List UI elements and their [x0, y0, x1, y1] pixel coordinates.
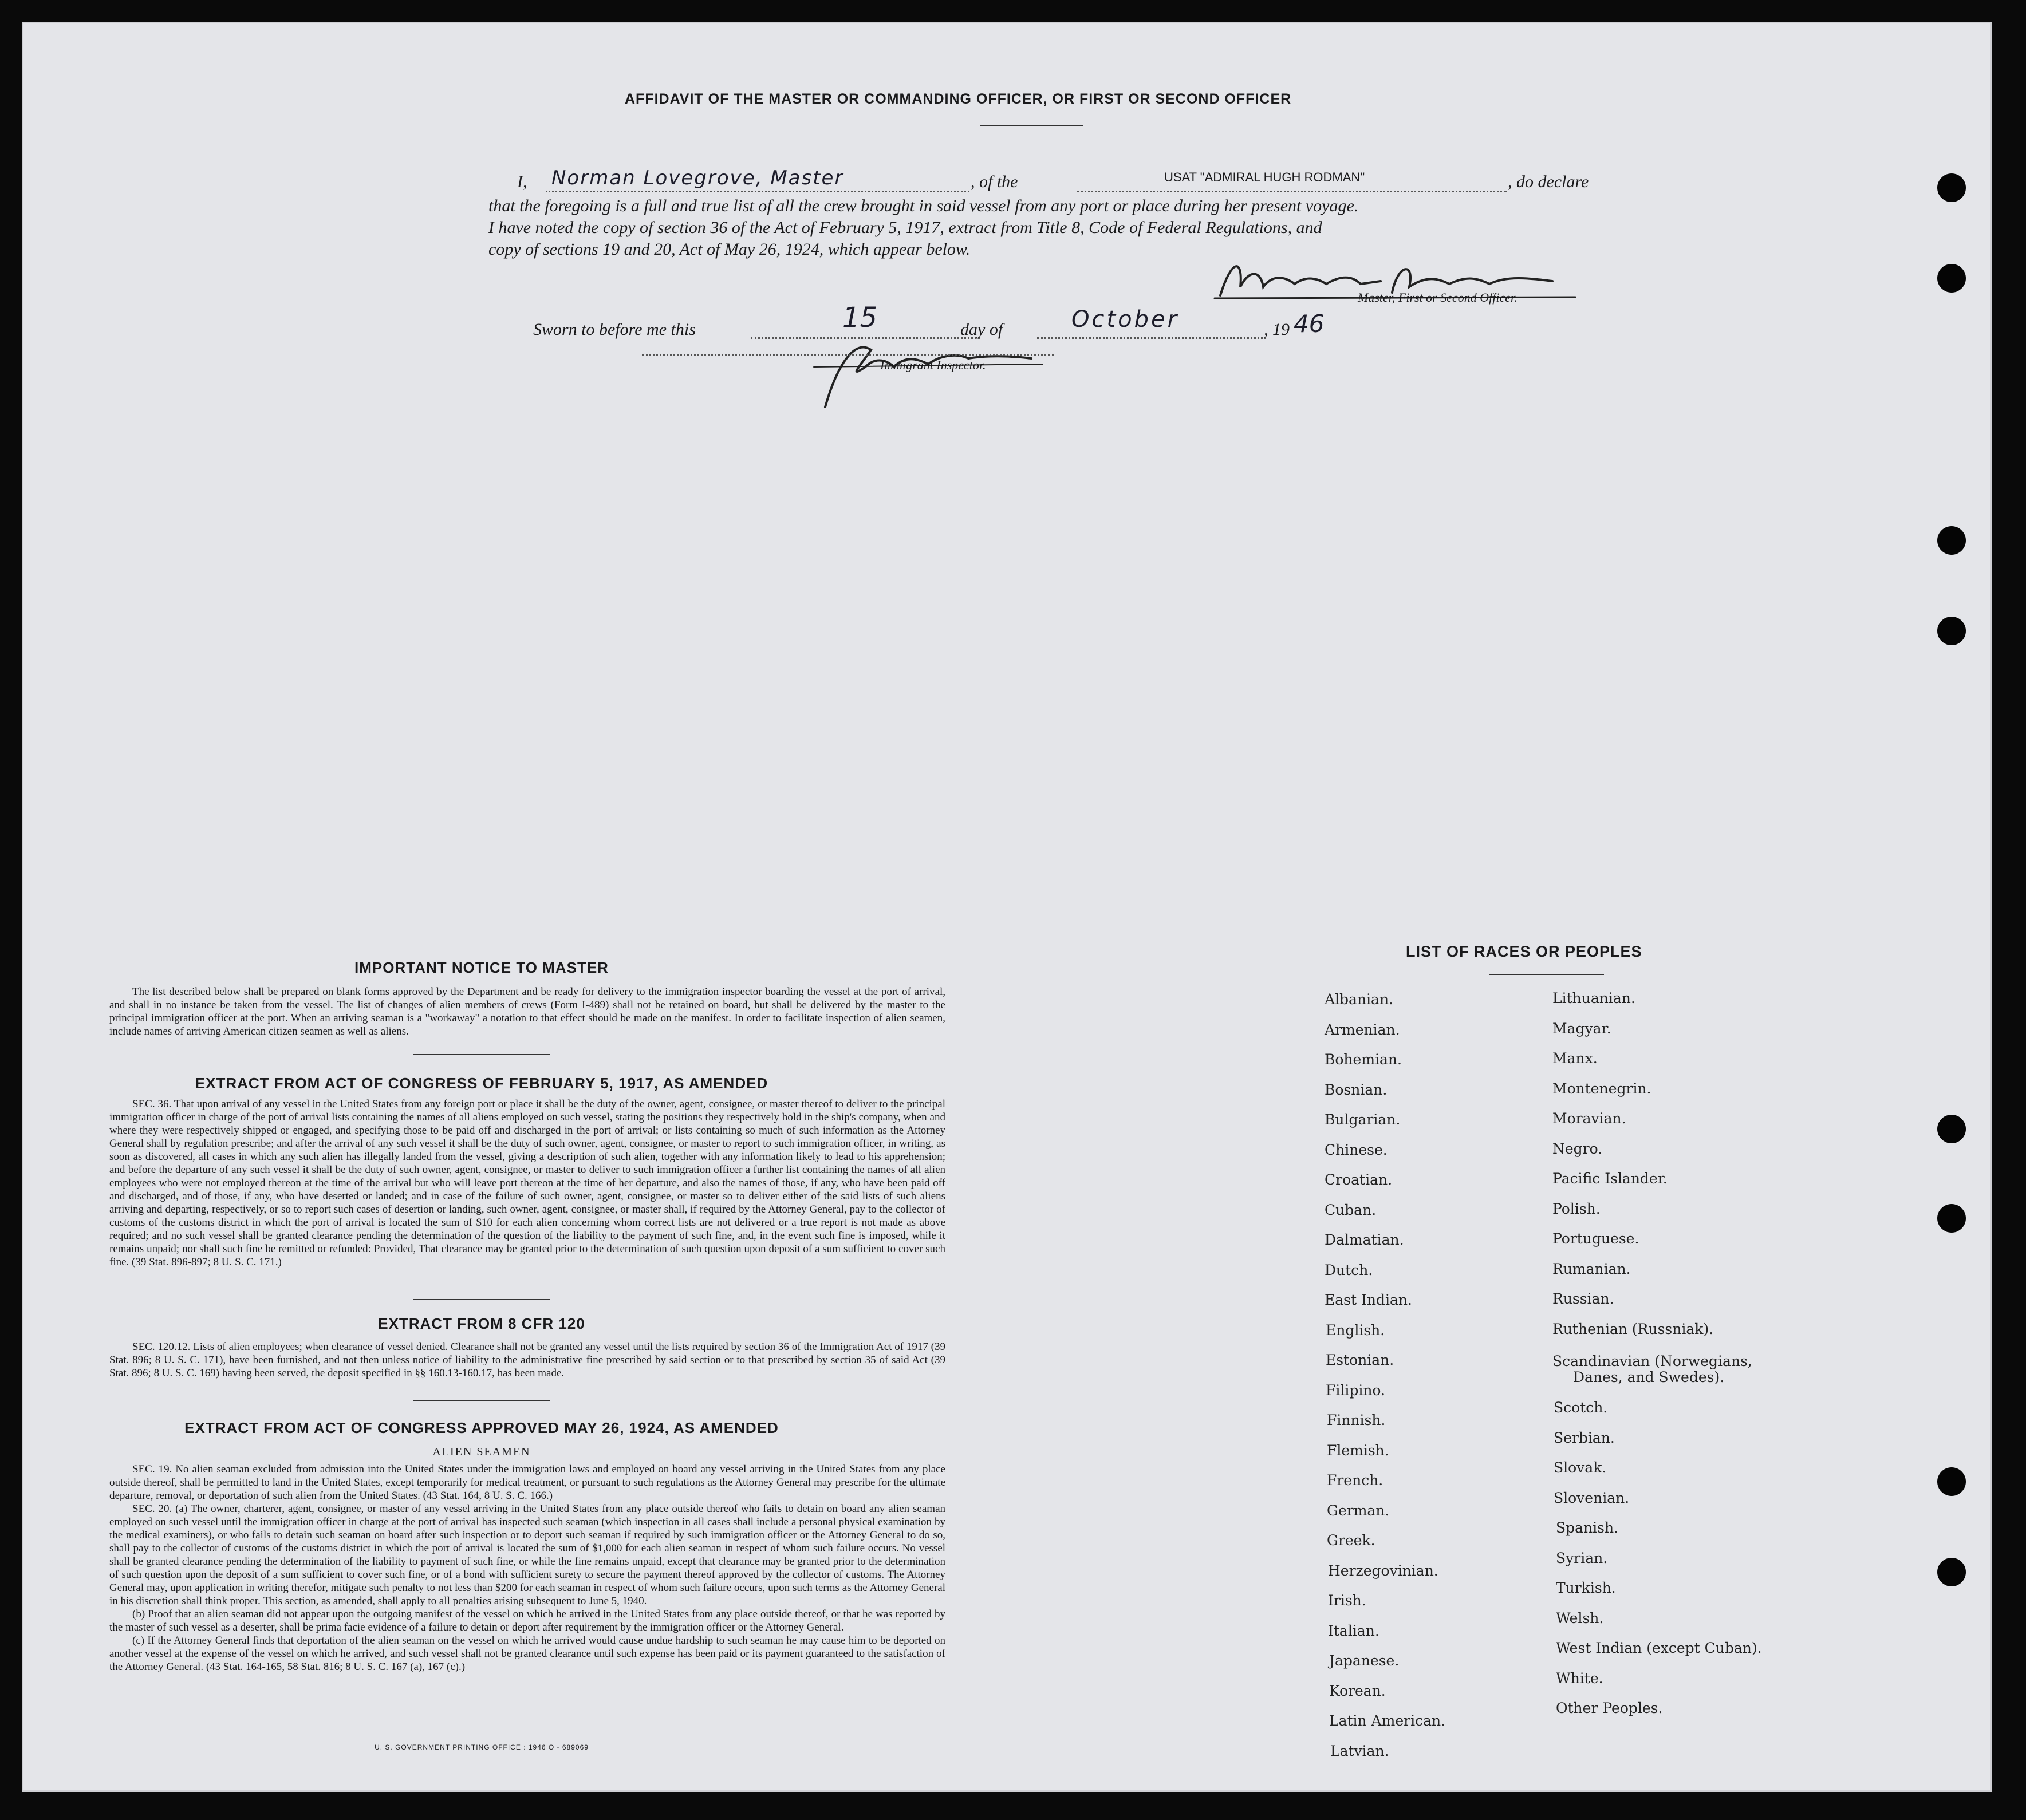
- race-item: Filipino.: [1326, 1382, 1385, 1399]
- extract-1924-title: EXTRACT FROM ACT OF CONGRESS APPROVED MAY 26, 1924, AS AMENDED: [184, 1419, 779, 1436]
- punch-hole: [1937, 1467, 1966, 1496]
- punch-hole: [1937, 1204, 1966, 1233]
- extract-1924-text: [109, 1463, 945, 1673]
- affidavit-line-2: that the foregoing is a full and true list of all the crew brought in said vessel from any port or place during her present voyage.: [488, 196, 1359, 215]
- race-item: Rumanian.: [1552, 1261, 1631, 1277]
- printer-imprint: U. S. GOVERNMENT PRINTING OFFICE : 1946 O - 689069: [375, 1743, 589, 1751]
- section-divider: [413, 1054, 550, 1055]
- inspector-underline: [642, 354, 1054, 356]
- do-declare-label: , do declare: [1508, 172, 1589, 191]
- punch-hole: [1937, 173, 1966, 202]
- races-divider: [1489, 974, 1604, 975]
- race-item: Pacific Islander.: [1552, 1170, 1668, 1187]
- year-prefix: , 19: [1264, 320, 1290, 339]
- race-item: Croatian.: [1325, 1171, 1393, 1188]
- race-item: Magyar.: [1552, 1020, 1611, 1037]
- punch-hole: [1937, 264, 1966, 293]
- race-item: Spanish.: [1556, 1519, 1619, 1536]
- notice-text: [109, 985, 945, 1038]
- race-item: Herzegovinian.: [1328, 1562, 1438, 1579]
- document-page: [22, 22, 1992, 1792]
- race-item: Other Peoples.: [1556, 1700, 1663, 1716]
- race-item: Albanian.: [1325, 991, 1394, 1008]
- race-item: Slovak.: [1554, 1459, 1607, 1476]
- punch-hole: [1937, 1558, 1966, 1586]
- i-label: I,: [517, 172, 527, 191]
- race-item: Dalmatian.: [1325, 1231, 1404, 1248]
- section-divider: [413, 1400, 550, 1401]
- race-item: Latvian.: [1330, 1743, 1389, 1759]
- inspector-signature: [791, 333, 1066, 413]
- section-20c-paragraph: (c) If the Attorney General finds that deportation of the alien seaman on the vessel on which he arrived would cause undue hardship to such seaman he may cause him to be deported on another vessel at the expense of the vessel on which he arrived, and such vessel shall not be granted clearance until such expense has been paid or its payment guaranteed to the satisfaction of the Attorney General. (43 Stat. 164-165, 58 Stat. 816; 8 U. S. C. 167 (a), 167 (c).): [109, 1635, 945, 1673]
- extract-1917-title: EXTRACT FROM ACT OF CONGRESS OF FEBRUARY 5, 1917, AS AMENDED: [195, 1075, 768, 1092]
- race-item: Portuguese.: [1552, 1230, 1639, 1247]
- of-the-label: , of the: [971, 172, 1018, 191]
- race-item: Manx.: [1552, 1050, 1598, 1067]
- section-20a-paragraph: SEC. 20. (a) The owner, charterer, agent, consignee, or master of any vessel arriving in the United States from any place outside thereof who fails to detain on board any alien seaman employed on such vessel until the immigration officer in charge at the port of arrival has inspected such seaman (which inspection in all cases shall include a personal physical examination by the medical examiners), or who fails to detain such seaman on board after such inspection or to deport such seaman if required by such immigration officer or the Attorney General to do so, shall pay to the collector of customs of the customs district in which the port of arrival is located the sum of $1,000 for each alien seaman in respect of whom such failure occurs. No vessel shall be granted clearance pending the determination of the liability to payment of such fine, or while the fine remains unpaid, except that clearance may be granted prior to the determination of such question upon the deposit of a sum sufficient to cover such fine, or of a bond with sufficient surety to secure the payment thereof approved by the collector of customs. The Attorney General may, upon application in writing therefor, mitigate such penalty to not less than $200 for each seaman in respect of whom such failure occurs, upon such terms as the Attorney General in his discretion shall think proper. This section, as amended, shall apply to all penalties arising subsequent to June 5, 1940.: [109, 1503, 945, 1607]
- race-item: Dutch.: [1325, 1262, 1373, 1278]
- vessel-name: USAT "ADMIRAL HUGH RODMAN": [1164, 170, 1365, 184]
- extract-cfr-text: [109, 1340, 945, 1380]
- master-caption-struck: First or Second Officer: [1398, 290, 1515, 305]
- race-item: Montenegrin.: [1552, 1080, 1651, 1097]
- race-item: Greek.: [1327, 1532, 1375, 1549]
- race-item: West Indian (except Cuban).: [1556, 1640, 1762, 1656]
- section-divider: [413, 1299, 550, 1300]
- notice-title: IMPORTANT NOTICE TO MASTER: [354, 959, 609, 976]
- master-caption-master: Master,: [1358, 290, 1398, 305]
- race-item: Scandinavian (Norwegians,: [1552, 1353, 1752, 1369]
- punch-hole: [1937, 617, 1966, 645]
- name-underline: [546, 191, 969, 192]
- race-item: English.: [1326, 1322, 1385, 1339]
- race-item: Serbian.: [1554, 1430, 1615, 1446]
- sworn-month: October: [1071, 306, 1180, 333]
- section-36-paragraph: SEC. 36. That upon arrival of any vessel in the United States from any foreign port or place it shall be the duty of the owner, agent, consignee, or master thereof to deliver to the principal immigration officer in charge of the port of arrival lists containing the names of all aliens employed on such vessel, stating the positions they respectively hold in the ship's company, when and where they were respectively shipped or engaged, and specifying those to be paid off and discharged in the port of arrival; or lists containing so much of such information as the Attorney General shall by regulation prescribe; and after the arrival of any such vessel it shall be the duty of such owner, agent, consignee, or master to report to such immigration officer, in writing, as soon as discovered, all cases in which any such alien has illegally landed from the vessel, giving a description of such alien, together with any information likely to lead to his apprehension; and before the departure of any such vessel it shall be the duty of such owner, agent, consignee, or master to deliver to such immigration officer a further list containing the names of all alien employees who were not employed thereon at the time of the arrival but who will leave port thereon at the time of her departure, and also the names of those, if any, who have been paid off and discharged, and of those, if any, who have deserted or landed; and in case of the failure of such owner, agent, consignee, or master so to deliver either of the said lists of such aliens arriving and departing, respectively, or so to report such cases of desertion or landing, such owner, agent, consignee, or master shall, if required by the Attorney General, pay to the collector of customs of the customs district in which the port of arrival is located the sum of $10 for each alien concerning whom correct lists are not delivered or a true report is not made as above required; and no such vessel shall be granted clearance pending the determination of the question of the liability to the payment of such fine, and, in the event such fine is imposed, while it remains unpaid; nor shall such fine be remitted or refunded: Provided, That clearance may be granted prior to the determination of such question upon deposit of a sum sufficient to cover such fine. (39 Stat. 896-897; 8 U. S. C. 171.): [109, 1098, 945, 1268]
- race-item: Bulgarian.: [1325, 1111, 1401, 1128]
- notice-paragraph: The list described below shall be prepared on blank forms approved by the Department and be ready for delivery to the immigration inspector boarding the vessel at the port of arrival, and shall in no instance be taken from the vessel. The list of changes of alien members of crews (Form I-489) shall not be retained on board, but shall be delivered by the master to the principal immigration officer at the port. When an arriving seaman is a "workaway" a notation to that effect should be made on the manifest. In order to facilitate inspection of alien seamen, include names of arriving American citizen seamen as well as aliens.: [109, 986, 945, 1037]
- title-divider: [980, 125, 1083, 126]
- race-item: Cuban.: [1325, 1202, 1377, 1218]
- affidavit-line-4: copy of sections 19 and 20, Act of May 26, 1924, which appear below.: [488, 240, 971, 259]
- race-item: Finnish.: [1327, 1412, 1386, 1428]
- race-item: Welsh.: [1556, 1610, 1604, 1626]
- race-item: Russian.: [1552, 1290, 1614, 1307]
- sworn-label: Sworn to before me this: [533, 320, 696, 339]
- extract-cfr-title: EXTRACT FROM 8 CFR 120: [378, 1315, 585, 1332]
- race-item: Moravian.: [1552, 1110, 1626, 1127]
- race-item: Turkish.: [1556, 1580, 1616, 1596]
- race-item: Chinese.: [1325, 1142, 1388, 1158]
- race-item: Danes, and Swedes).: [1573, 1369, 1725, 1385]
- race-item: Negro.: [1552, 1140, 1603, 1157]
- race-item: Korean.: [1329, 1683, 1386, 1699]
- race-item: Irish.: [1328, 1592, 1366, 1609]
- section-120-12-paragraph: SEC. 120.12. Lists of alien employees; when clearance of vessel denied. Clearance shall not be granted any vessel until the lists required by section 36 of the Immigration Act of 1917 (39 Stat. 896; 8 U. S. C. 171), have been furnished, and not then unless notice of liability to the administrative fine prescribed by said section or to that prescribed by section 35 of said Act (39 Stat. 896; 8 U. S. C. 169) having been served, the deposit specified in §§ 160.13-160.17, has been made.: [109, 1341, 945, 1379]
- race-item: Slovenian.: [1554, 1490, 1630, 1506]
- affidavit-line-3: I have noted the copy of section 36 of the Act of February 5, 1917, extract from Title 8, Code of Federal Regulations, and: [488, 218, 1322, 237]
- day-of-label: day of: [960, 320, 1003, 339]
- race-item: Lithuanian.: [1552, 990, 1635, 1006]
- alien-seamen-subtitle: ALIEN SEAMEN: [432, 1446, 531, 1458]
- race-item: Ruthenian (Russniak).: [1552, 1321, 1714, 1337]
- month-underline: [1037, 337, 1266, 339]
- race-item: Estonian.: [1326, 1352, 1394, 1368]
- sworn-year: 46: [1294, 310, 1325, 338]
- vessel-underline: [1077, 191, 1507, 192]
- punch-hole: [1937, 1115, 1966, 1143]
- race-item: Scotch.: [1554, 1399, 1608, 1416]
- inspector-caption: Immigrant Inspector.: [880, 358, 986, 372]
- race-item: Japanese.: [1329, 1652, 1400, 1669]
- affidavit-title: AFFIDAVIT OF THE MASTER OR COMMANDING OFFICER, OR FIRST OR SECOND OFFICER: [625, 91, 1292, 107]
- punch-hole: [1937, 526, 1966, 555]
- master-caption: Master, First or Second Officer.: [1358, 290, 1517, 305]
- race-item: Polish.: [1552, 1201, 1601, 1217]
- section-19-paragraph: SEC. 19. No alien seaman excluded from admission into the United States under the immigration laws and employed on board any vessel arriving in the United States from any place outside thereof, shall be permitted to land in the United States, except temporarily for medical treatment, or pursuant to such regulations as the Attorney General may prescribe for the ultimate departure, removal, or deportation of such alien from the United States. (43 Stat. 164, 8 U. S. C. 166.): [109, 1463, 945, 1502]
- declarant-name: Norman Lovegrove, Master: [551, 167, 844, 189]
- race-item: Flemish.: [1327, 1442, 1389, 1459]
- race-item: Latin American.: [1329, 1712, 1446, 1729]
- race-item: French.: [1327, 1472, 1383, 1489]
- affidavit-line-1: [517, 167, 1605, 193]
- section-20b-paragraph: (b) Proof that an alien seaman did not appear upon the outgoing manifest of the vessel on which he arrived in the United States from any place outside thereof, or that he was reported by the master of such vessel as a deserter, shall be prima facie evidence of a failure to detain or deport after requirement by the immigration officer or the Attorney General.: [109, 1608, 945, 1633]
- sworn-day: 15: [842, 302, 878, 334]
- race-item: White.: [1556, 1670, 1603, 1687]
- race-item: Syrian.: [1556, 1550, 1608, 1566]
- race-item: Armenian.: [1325, 1021, 1400, 1038]
- extract-1917-text: [109, 1097, 945, 1269]
- race-item: German.: [1327, 1502, 1390, 1519]
- races-title: LIST OF RACES OR PEOPLES: [1406, 943, 1642, 960]
- race-item: Italian.: [1328, 1622, 1379, 1639]
- race-item: East Indian.: [1325, 1292, 1412, 1308]
- race-item: Bosnian.: [1325, 1081, 1388, 1098]
- race-item: Bohemian.: [1325, 1051, 1402, 1068]
